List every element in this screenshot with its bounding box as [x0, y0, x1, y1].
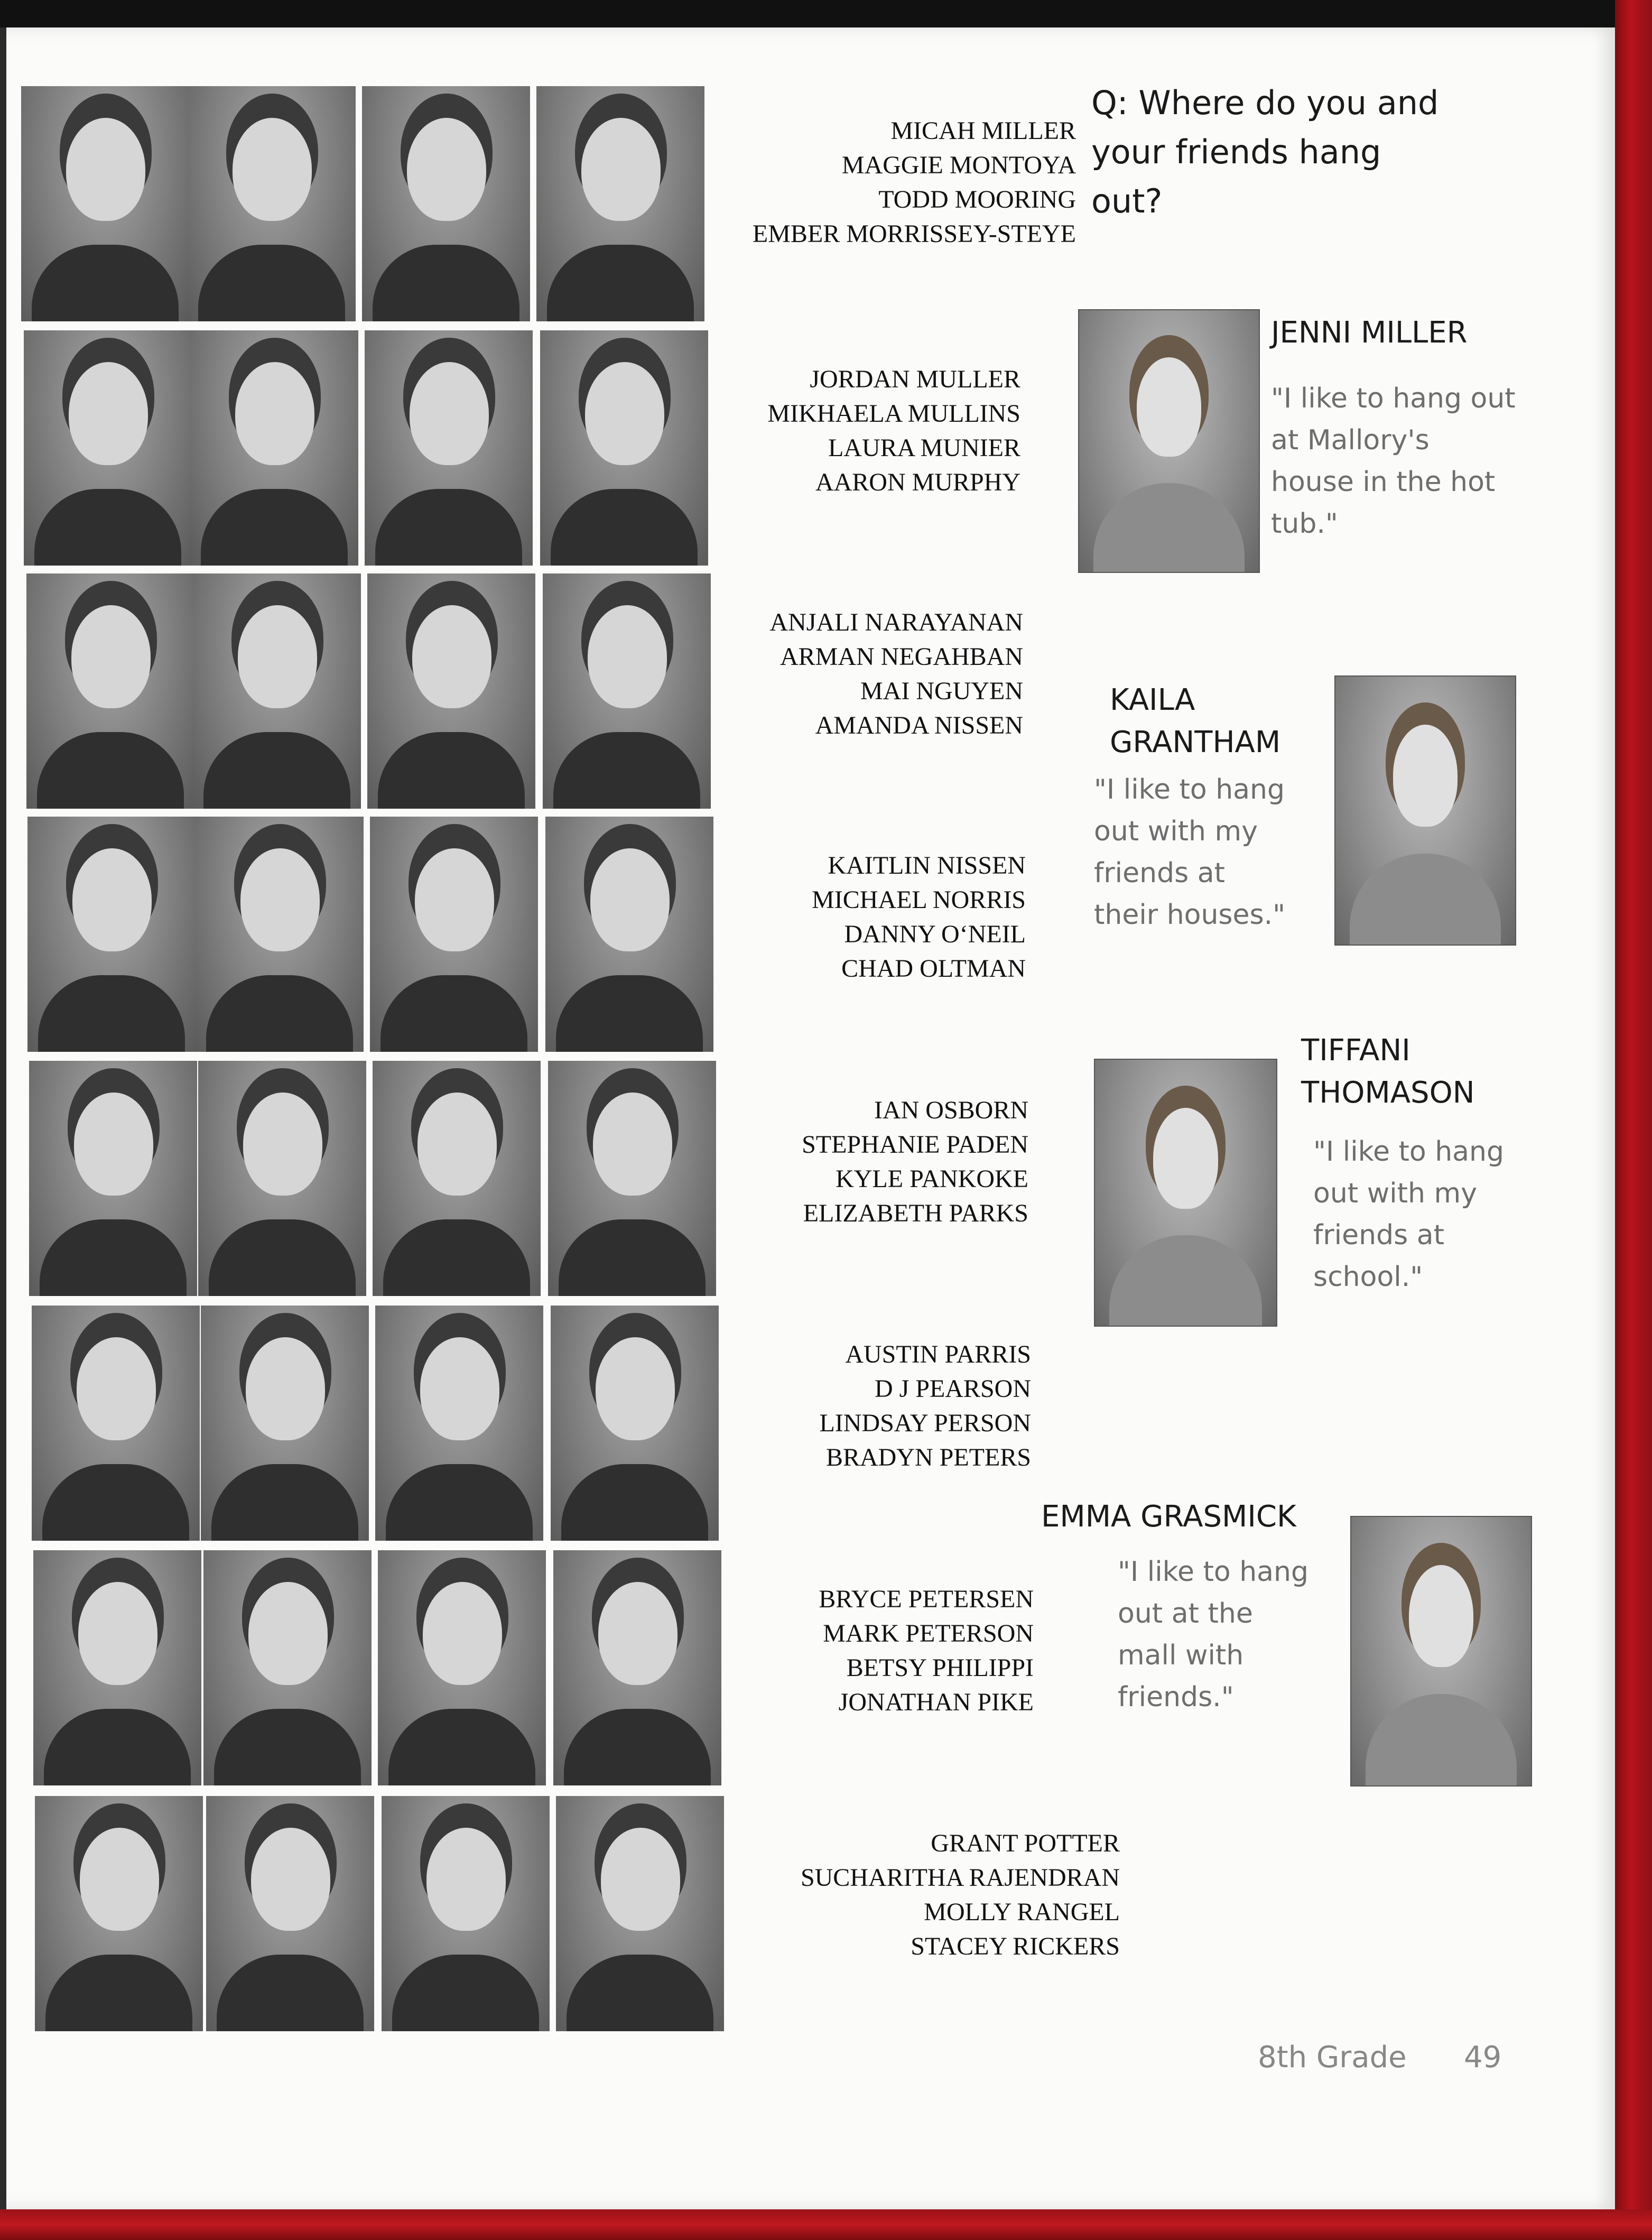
- quote-line: school.": [1313, 1261, 1423, 1293]
- student-name: STEPHANIE PADEN: [802, 1131, 1028, 1159]
- question-line: out?: [1091, 182, 1163, 220]
- student-name: LINDSAY PERSON: [819, 1409, 1031, 1437]
- student-name: D J PEARSON: [874, 1375, 1031, 1403]
- row-names: [819, 1337, 1031, 1475]
- student-portrait: [536, 86, 704, 321]
- quote-line: tub.": [1271, 508, 1338, 540]
- spotlight-name: [1110, 679, 1280, 764]
- student-portrait: [188, 86, 356, 321]
- student-name: ANJALI NARAYANAN: [769, 608, 1023, 636]
- spotlight-quote: [1094, 769, 1285, 936]
- student-portrait: [548, 1061, 716, 1296]
- quote-line: out at the: [1118, 1598, 1253, 1630]
- student-name: IAN OSBORN: [874, 1096, 1028, 1124]
- page-number: 49: [1464, 2040, 1502, 2075]
- student-name: MICAH MILLER: [890, 117, 1076, 145]
- student-portrait: [556, 1796, 724, 2031]
- student-portrait: [365, 330, 533, 566]
- student-name: MAI NGUYEN: [860, 677, 1023, 705]
- question-line: Q: Where do you and: [1091, 84, 1439, 122]
- student-name: BRYCE PETERSEN: [819, 1585, 1034, 1613]
- spotlight-name-line: EMMA GRASMICK: [1041, 1499, 1296, 1534]
- quote-line: "I like to hang: [1118, 1556, 1308, 1588]
- spotlight-name: [1271, 312, 1468, 354]
- quote-line: "I like to hang: [1094, 774, 1285, 806]
- spotlight-name: [1041, 1496, 1296, 1538]
- student-name: JORDAN MULLER: [810, 365, 1020, 393]
- student-portrait: [203, 1550, 372, 1785]
- student-portrait: [553, 1550, 721, 1785]
- student-portrait: [206, 1796, 374, 2031]
- spotlight-name-line: TIFFANI: [1301, 1033, 1410, 1068]
- student-name: MARK PETERSON: [823, 1619, 1034, 1647]
- student-portrait: [35, 1796, 203, 2031]
- quote-line: friends.": [1118, 1681, 1234, 1713]
- scan-top-border: [0, 0, 1652, 27]
- student-name: SUCHARITHA RAJENDRAN: [800, 1864, 1120, 1892]
- student-portrait: [33, 1550, 201, 1785]
- student-name: KYLE PANKOKE: [836, 1165, 1028, 1193]
- student-portrait: [27, 817, 196, 1052]
- row-names: [767, 362, 1020, 499]
- student-name: KAITLIN NISSEN: [828, 851, 1026, 880]
- quote-line: their houses.": [1094, 899, 1286, 931]
- student-portrait: [190, 330, 358, 566]
- student-portrait: [193, 573, 361, 809]
- quote-line: friends at: [1313, 1219, 1444, 1251]
- student-name: EMBER MORRISSEY-STEYE: [752, 220, 1076, 248]
- student-portrait: [375, 1306, 543, 1541]
- student-name: AMANDA NISSEN: [815, 711, 1023, 739]
- section-label: 8th Grade: [1258, 2040, 1407, 2075]
- quote-line: at Mallory's: [1271, 424, 1430, 456]
- student-portrait: [362, 86, 530, 321]
- spotlight-photo: [1334, 675, 1516, 946]
- spotlight-quote: [1271, 378, 1516, 545]
- student-name: LAURA MUNIER: [828, 434, 1020, 462]
- spotlight-name: [1301, 1030, 1475, 1114]
- row-names: [802, 1093, 1028, 1230]
- row-names: [812, 848, 1026, 986]
- row-names: [753, 114, 1076, 251]
- spotlight-photo: [1078, 309, 1260, 573]
- quote-line: "I like to hang: [1313, 1136, 1504, 1168]
- quote-line: out with my: [1094, 816, 1258, 847]
- spotlight-photo: [1350, 1516, 1532, 1787]
- student-portrait: [545, 817, 713, 1052]
- quote-line: friends at: [1094, 857, 1225, 889]
- student-portrait: [370, 817, 538, 1052]
- student-portrait: [378, 1550, 546, 1785]
- student-portrait: [540, 330, 708, 566]
- student-portrait: [382, 1796, 550, 2031]
- row-names: [801, 1826, 1120, 1964]
- row-names: [819, 1582, 1034, 1719]
- student-portrait: [32, 1306, 200, 1541]
- spotlight-name-line: KAILA: [1110, 683, 1195, 717]
- spotlight-name-line: THOMASON: [1301, 1076, 1475, 1110]
- student-name: BRADYN PETERS: [825, 1443, 1031, 1471]
- student-portrait: [201, 1306, 369, 1541]
- spotlight-quote: [1118, 1551, 1308, 1718]
- student-portrait: [373, 1061, 541, 1296]
- student-portrait: [21, 86, 189, 321]
- question-line: your friends hang: [1091, 133, 1381, 171]
- quote-line: "I like to hang out: [1271, 383, 1516, 414]
- student-name: ARMAN NEGAHBAN: [779, 643, 1023, 671]
- student-name: JONATHAN PIKE: [838, 1688, 1034, 1716]
- student-name: TODD MOORING: [878, 186, 1076, 214]
- student-portrait: [24, 330, 192, 566]
- cover-edge-bottom: [0, 2209, 1652, 2240]
- student-name: MAGGIE MONTOYA: [841, 151, 1076, 179]
- student-name: CHAD OLTMAN: [841, 955, 1026, 983]
- student-name: AUSTIN PARRIS: [845, 1340, 1031, 1368]
- page-gutter-edge: [0, 27, 6, 2209]
- student-portrait: [551, 1306, 719, 1541]
- student-name: DANNY O‘NEIL: [844, 920, 1026, 948]
- spotlight-name-line: JENNI MILLER: [1271, 316, 1468, 350]
- student-portrait: [26, 573, 194, 809]
- student-name: AARON MURPHY: [815, 468, 1020, 496]
- student-portrait: [29, 1061, 197, 1296]
- student-name: ELIZABETH PARKS: [803, 1199, 1028, 1227]
- student-name: STACEY RICKERS: [911, 1932, 1120, 1960]
- spotlight-photo: [1094, 1059, 1277, 1327]
- student-name: MOLLY RANGEL: [924, 1898, 1120, 1926]
- cover-edge-right: [1615, 0, 1652, 2240]
- student-portrait: [196, 817, 364, 1052]
- student-portrait: [543, 573, 711, 809]
- student-portrait: [367, 573, 535, 809]
- row-names: [769, 605, 1023, 743]
- quote-line: out with my: [1313, 1178, 1477, 1209]
- quote-line: mall with: [1118, 1640, 1244, 1671]
- student-name: GRANT POTTER: [931, 1829, 1120, 1857]
- student-portrait: [198, 1061, 366, 1296]
- student-name: MIKHAELA MULLINS: [767, 400, 1020, 428]
- quote-line: house in the hot: [1271, 466, 1496, 498]
- student-name: BETSY PHILIPPI: [846, 1654, 1034, 1682]
- student-name: MICHAEL NORRIS: [812, 886, 1026, 914]
- sidebar-question: [1091, 78, 1514, 226]
- spotlight-name-line: GRANTHAM: [1110, 725, 1281, 760]
- spotlight-quote: [1313, 1131, 1504, 1298]
